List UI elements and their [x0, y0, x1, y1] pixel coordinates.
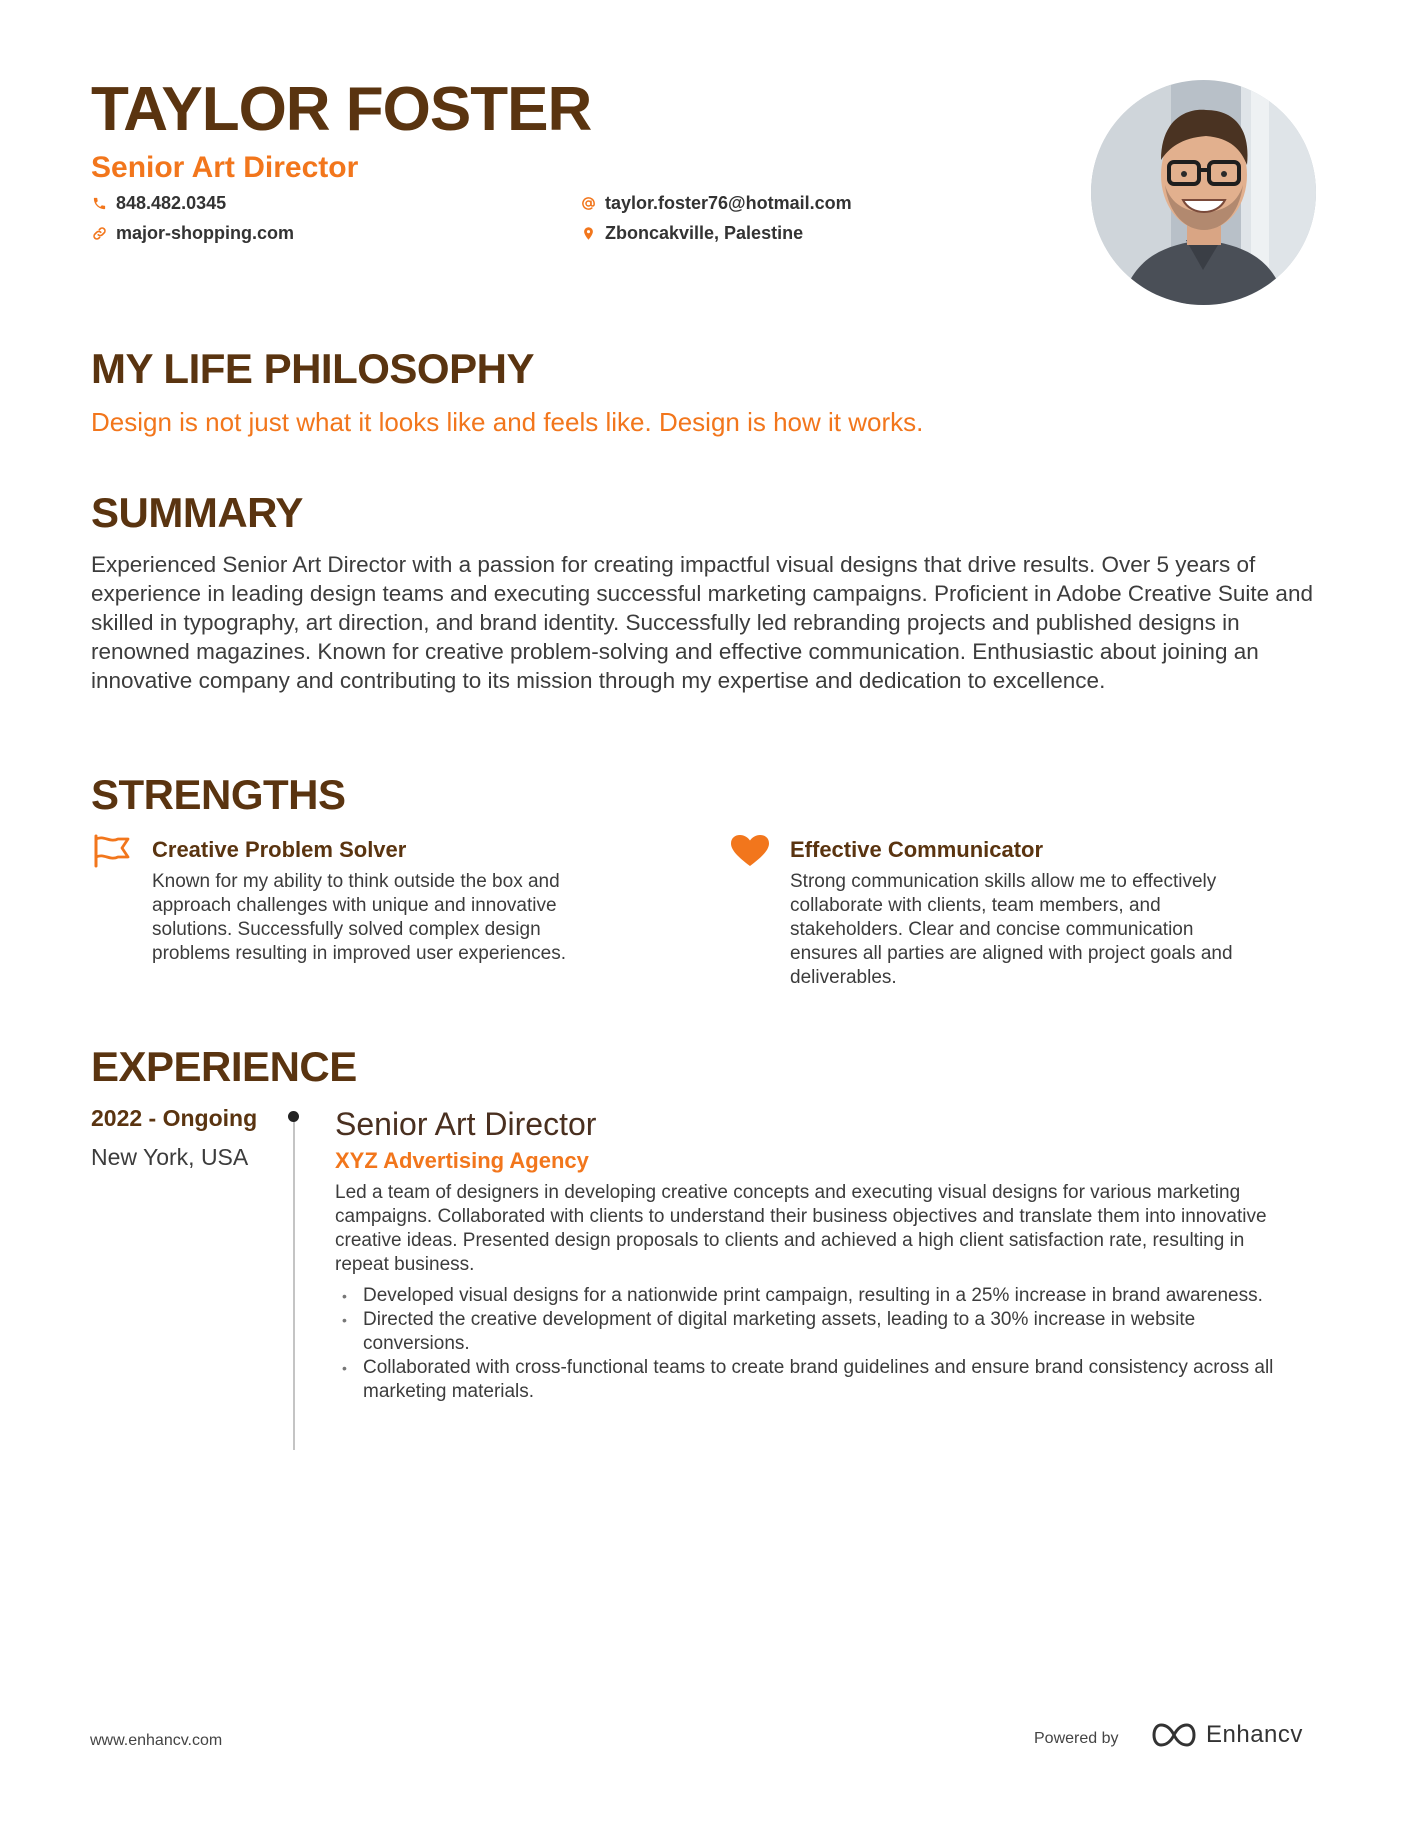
strength-item	[730, 834, 1260, 990]
philosophy-quote: Design is not just what it looks like and feels like. Design is how it works.	[91, 407, 924, 437]
footer-powered-by: Powered by	[1034, 1730, 1119, 1747]
location-pin-icon	[581, 226, 596, 241]
experience-bullet: • Directed the creative development of digital marketing assets, leading to a 30% increase in website conversions.	[335, 1308, 1295, 1356]
contact-website-text: major-shopping.com	[116, 223, 295, 243]
strength-title: Creative Problem Solver	[152, 837, 407, 862]
contact-email[interactable]	[581, 191, 852, 215]
philosophy-section-title: MY LIFE PHILOSOPHY	[91, 345, 534, 392]
experience-role: Senior Art Director	[335, 1106, 597, 1142]
contact-phone-text: 848.482.0345	[116, 193, 227, 213]
summary-text: Experienced Senior Art Director with a passion for creating impactful visual designs that drive results. Over 5 years of experience in leading design teams and executing successful marketing campaigns. Proficient in Adobe Creative Suite and skilled in typography, art direction, and brand identity. Successfully led rebranding projects and published designs in renowned magazines. Known for creative problem-solving and effective communication. Enthusiastic about joining an innovative company and contributing to its mission through my expertise and dedication to excellence.	[91, 552, 1313, 693]
flag-icon	[92, 834, 132, 868]
timeline-dot	[288, 1111, 299, 1122]
contact-phone[interactable]	[92, 191, 226, 215]
phone-icon	[92, 196, 107, 211]
enhancv-logo-icon	[1152, 1722, 1198, 1748]
experience-section-title: EXPERIENCE	[91, 1043, 357, 1090]
strength-title: Effective Communicator	[790, 837, 1044, 862]
candidate-headline: Senior Art Director	[91, 151, 359, 184]
strength-description: Known for my ability to think outside the box and approach challenges with unique and innovative solutions. Successfully solved complex design problems resulting in improved user experiences.	[152, 871, 566, 964]
candidate-name: TAYLOR FOSTER	[91, 75, 592, 144]
strength-item	[92, 834, 622, 966]
experience-location: New York, USA	[91, 1144, 249, 1170]
contact-location	[581, 221, 803, 245]
strengths-section-title: STRENGTHS	[91, 771, 346, 818]
at-icon	[581, 196, 596, 211]
contact-email-text: taylor.foster76@hotmail.com	[605, 193, 852, 213]
enhancv-logo[interactable]	[1152, 1721, 1303, 1749]
link-icon	[92, 226, 107, 241]
summary-section-title: SUMMARY	[91, 489, 303, 536]
experience-bullets	[335, 1284, 1295, 1404]
footer-website-link[interactable]: www.enhancv.com	[90, 1732, 223, 1749]
experience-bullet: • Collaborated with cross-functional teams to create brand guidelines and ensure brand consistency across all marketing materials.	[335, 1356, 1295, 1404]
enhancv-logo-text: Enhancv	[1206, 1721, 1303, 1748]
experience-company[interactable]: XYZ Advertising Agency	[335, 1148, 589, 1173]
timeline-line	[293, 1118, 295, 1450]
strength-description: Strong communication skills allow me to effectively collaborate with clients, team members, and stakeholders. Clear and concise communication ensures all parties are aligned with project goals and deliverables.	[790, 871, 1233, 988]
experience-description: Led a team of designers in developing creative concepts and executing visual designs for various marketing campaigns. Collaborated with clients to understand their business objectives and translate them into innovative creative ideas. Presented design proposals to clients and achieved a high client satisfaction rate, resulting in repeat business.	[335, 1182, 1267, 1275]
contact-website[interactable]	[92, 221, 294, 245]
experience-dates: 2022 - Ongoing	[91, 1105, 258, 1131]
avatar	[1091, 80, 1316, 305]
contact-location-text: Zboncakville, Palestine	[605, 223, 804, 243]
experience-bullet: • Developed visual designs for a nationwide print campaign, resulting in a 25% increase in brand awareness.	[335, 1284, 1295, 1308]
heart-icon	[730, 834, 770, 868]
